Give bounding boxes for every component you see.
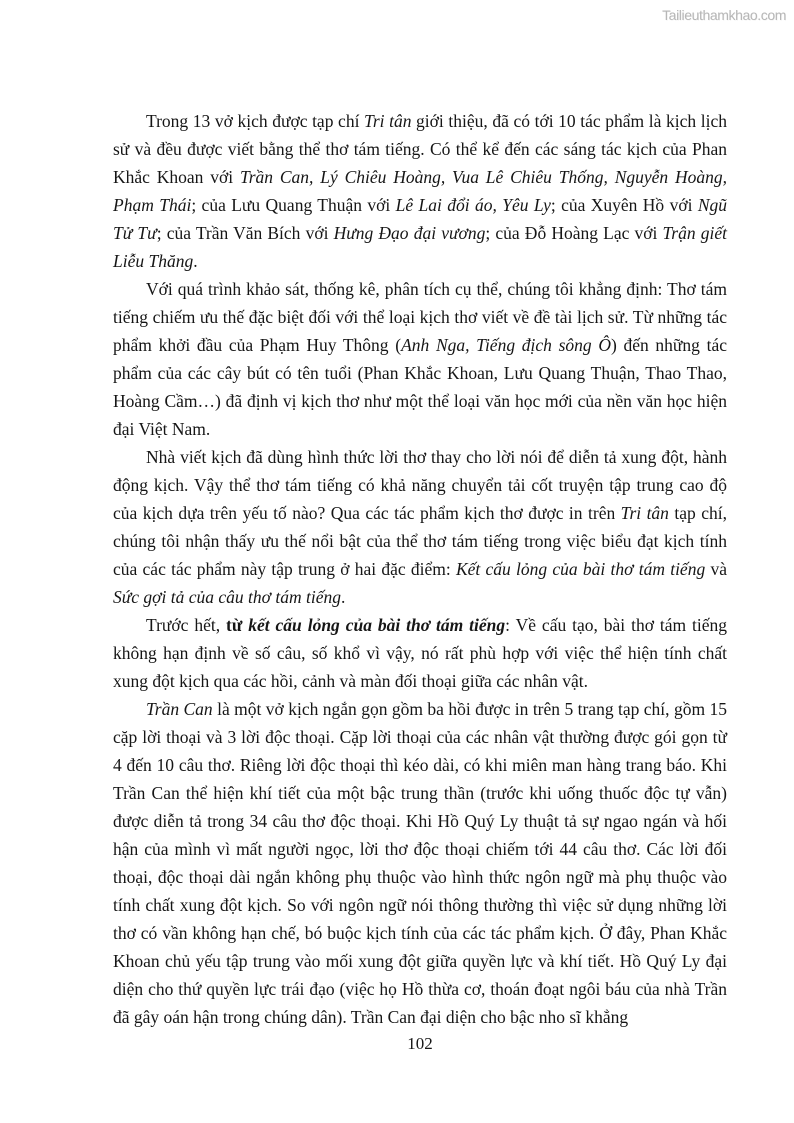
text-run: tạp chí, chúng tôi nhận thấy ưu thế nổi bật của thể thơ tám tiếng trong việc biểu đạt kịch tính của các tác phẩm này tập trung ở hai đặc điểm: bbox=[113, 503, 727, 579]
paragraph-3 bbox=[113, 443, 727, 611]
text-run-italic: Trần Can bbox=[146, 699, 213, 719]
text-run: Trước hết, bbox=[146, 615, 226, 635]
text-run: Với quá trình khảo sát, thống kê, phân tích cụ thể, chúng tôi khẳng định: Thơ tám tiếng chiếm ưu thế đặc biệt đối với thể loại kịch thơ viết về đề tài lịch sử. Từ những tác phẩm khởi đầu của Phạm Huy Thông ( bbox=[113, 279, 727, 355]
text-run-italic: Tri tân bbox=[620, 503, 669, 523]
text-run-italic: Anh Nga, Tiếng địch sông Ô bbox=[401, 335, 611, 355]
text-run-italic: Lê Lai đổi áo, Yêu Ly bbox=[395, 195, 551, 215]
text-run-italic: Ngũ Tử Tư bbox=[113, 195, 728, 243]
text-run: . bbox=[193, 251, 198, 271]
text-run-italic: Trận giết Liễu Thăng bbox=[113, 223, 727, 271]
text-run: Trong 13 vở kịch được tạp chí bbox=[146, 111, 365, 131]
text-run: ; của Xuyên Hồ với bbox=[550, 195, 698, 215]
document-body bbox=[113, 107, 727, 1031]
text-run-italic: Tri tân bbox=[364, 111, 412, 131]
page-number: 102 bbox=[407, 1034, 433, 1053]
paragraph-2 bbox=[113, 275, 727, 443]
text-run: ) đến những tác phẩm của các cây bút có tên tuổi (Phan Khắc Khoan, Lưu Quang Thuận, Thao Thao, Hoàng Cầm…) đã định vị kịch thơ như một thể loại văn học mới của nền văn học hiện đại Việt Nam. bbox=[113, 335, 728, 439]
text-run-italic: Hưng Đạo đại vương bbox=[333, 223, 486, 243]
text-run: . bbox=[340, 587, 346, 607]
text-run: : Về cấu tạo, bài thơ tám tiếng không hạn định về số câu, số khổ vì vậy, nó rất phù hợp với việc thể hiện tính chất xung đột kịch qua các hồi, cảnh và màn đối thoại giữa các nhân vật. bbox=[113, 615, 728, 691]
text-run: là một vở kịch ngắn gọn gồm ba hồi được in trên 5 trang tạp chí, gồm 15 cặp lời thoại và 3 lời độc thoại. Cặp lời thoại của các nhân vật thường được gói gọn từ 4 đến 10 câu thơ. Riêng lời độc thoại thì kéo dài, có khi miên man hàng trang báo. Khi Trần Can thể hiện khí tiết của một bậc trung thần (trước khi uống thuốc độc tự vẫn) được diễn tả trong 34 câu thơ độc thoại. Khi Hồ Quý Ly thuật tả sự ngao ngán và hối hận của mình vì mất người ngọc, lời thơ độc thoại chiếm tới 44 câu thơ. Các lời đối thoại, độc thoại dài ngắn không phụ thuộc vào hình thức ngôn ngữ mà phụ thuộc vào tính chất xung đột kịch. So với ngôn ngữ nói thông thường thì việc sử dụng những lời thơ có vần không hạn chế, bó buộc kịch tính của các tác phẩm kịch. Ở đây, Phan Khắc Khoan chủ yếu tập trung vào mối xung đột giữa quyền lực và khí tiết. Hồ Quý Ly đại diện cho thứ quyền lực trái đạo (việc họ Hồ thừa cơ, thoán đoạt ngôi báu của nhà Trần đã gây oán hận trong chúng dân). Trần Can đại diện cho bậc nho sĩ khẳng bbox=[113, 699, 727, 1027]
text-run: và bbox=[705, 559, 727, 579]
text-run: giới thiệu, đã có tới 10 tác phẩm là kịch lịch sử và đều được viết bằng thể thơ tám tiếng. Có thể kể đến các sáng tác kịch của Phan Khắc Khoan với bbox=[113, 111, 727, 187]
text-run-bold: từ bbox=[226, 615, 249, 635]
text-run-italic: Kết cấu lỏng của bài thơ tám tiếng bbox=[455, 559, 706, 579]
text-run: ; của Đỗ Hoàng Lạc với bbox=[485, 223, 663, 243]
text-run-bold-italic: kết cấu lỏng của bài thơ tám tiếng bbox=[248, 615, 506, 635]
paragraph-1 bbox=[113, 107, 727, 275]
text-run-italic: Sức gợi tả của câu thơ tám tiếng bbox=[113, 587, 341, 607]
text-run: ; của Lưu Quang Thuận với bbox=[191, 195, 396, 215]
text-run-italic: Trần Can, Lý Chiêu Hoàng, Vua Lê Chiêu Thống, Nguyễn Hoàng, Phạm Thái bbox=[113, 167, 727, 215]
paragraph-4 bbox=[113, 611, 727, 695]
watermark-text: Tailieuthamkhao.com bbox=[662, 7, 786, 23]
paragraph-5 bbox=[113, 695, 727, 1031]
text-run: Nhà viết kịch đã dùng hình thức lời thơ thay cho lời nói để diễn tả xung đột, hành động kịch. Vậy thể thơ tám tiếng có khả năng chuyển tải cốt truyện tập trung cao độ của kịch dựa trên yếu tố nào? Qua các tác phẩm kịch thơ được in trên bbox=[113, 447, 727, 523]
text-run: ; của Trần Văn Bích với bbox=[156, 223, 334, 243]
